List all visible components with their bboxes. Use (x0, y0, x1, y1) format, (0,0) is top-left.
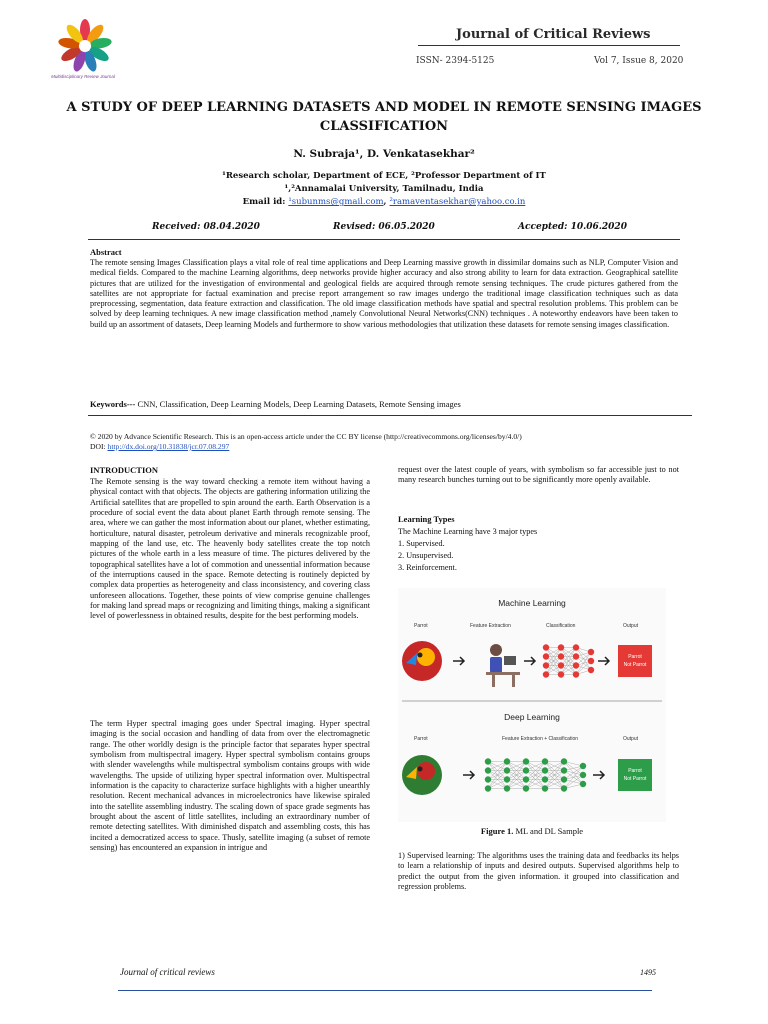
intro-continuation: request over the latest couple of years, with symbolism so far accessible just to not many research bunches turning out to be significantly more openly available. (398, 465, 679, 485)
authors: N. Subraja¹, D. Venkatasekhar² (293, 148, 475, 160)
network-node (523, 767, 529, 773)
ml-output-box (618, 645, 652, 677)
arrow-icon (524, 657, 535, 665)
intro-paragraph-1: The Remote sensing is the way toward checking a remote item without having a physical contact with that objects. The objects are gathering information utilizing the Artificial satellites that are propelled to spin around the earth. Earth Observation is a procedure of social event the data about planet Earth through remote sensing. The area, where we can gather the most information about our planet, whether estimating, horticulture, natural disaster, petroleum derivative and minerals recognizable proof, mapping of the land use, etc. The heavenly body satellites create the top notch pictures of the whole earth in a less measure of time. The pictures delivered by the topographical satellites have a lot of commotion and unessential information because of the interruptions caused in the space. Remote detecting is routinely depicted by complex data properties as heterogeneity and class inconsistency, and covering class unforeseen allocations. Together, these points of view comprise genuine challenges for making land spread maps or recognizing and limiting things, making a significant level of powerlessness in obtained results, despite for the best performing models. (90, 477, 370, 621)
email-link-2[interactable]: ²ramaventasekhar@yahoo.co.in (389, 197, 526, 207)
network-node (504, 758, 510, 764)
email-line (0, 197, 768, 207)
network-node (573, 653, 579, 659)
ml-label: Feature Extraction (470, 623, 511, 629)
network-node (588, 658, 594, 664)
arrow-icon (453, 657, 464, 665)
dl-label: Feature Extraction + Classification (502, 736, 579, 742)
doi-link[interactable]: http://dx.doi.org/10.31838/jcr.07.08.297 (107, 442, 230, 451)
network-node (558, 644, 564, 650)
dl-output-label: Not Parrot (623, 776, 647, 782)
section-heading-introduction: INTRODUCTION (90, 465, 159, 475)
network-node (580, 772, 586, 778)
email-separator: , (383, 197, 390, 207)
network-node (523, 785, 529, 791)
network-node (558, 653, 564, 659)
network-node (543, 671, 549, 677)
footer-journal: Journal of critical reviews (120, 967, 215, 977)
figure-caption-text: ML and DL Sample (513, 826, 584, 836)
network-node (580, 781, 586, 787)
issn: ISSN- 2394-5125 (416, 56, 495, 66)
revised-date: Revised: 06.05.2020 (333, 222, 435, 232)
logo-caption: Multidisciplinary Review Journal (51, 74, 115, 79)
learning-type-item: 3. Reinforcement. (398, 563, 457, 572)
header-divider (418, 45, 680, 46)
footer-divider (118, 990, 652, 991)
network-node (485, 767, 491, 773)
abstract-heading: Abstract (90, 247, 122, 257)
ml-label: Output (623, 623, 639, 629)
network-node (588, 667, 594, 673)
network-node (543, 662, 549, 668)
ml-output-label: Not Parrot (623, 662, 647, 668)
doi-label: DOI: (90, 442, 108, 451)
arrow-icon (598, 657, 609, 665)
dl-label: Parrot (414, 736, 428, 742)
network-node (504, 776, 510, 782)
network-node (561, 758, 567, 764)
email-label: Email id: (242, 197, 289, 207)
email-link-1[interactable]: ¹subunms@gmail.com (288, 197, 384, 207)
network-node (543, 653, 549, 659)
license-block (90, 432, 680, 452)
affiliation-line: ¹,²Annamalai University, Tamilnadu, India (284, 184, 484, 194)
dl-output-box (618, 759, 652, 791)
ml-label: Classification (546, 623, 576, 629)
affiliation-line: ¹Research scholar, Department of ECE, ²Professor Department of IT (222, 171, 546, 181)
paper-title: A STUDY OF DEEP LEARNING DATASETS AND MODEL IN REMOTE SENSING IMAGES CLASSIFICATION (66, 100, 702, 134)
network-node (485, 758, 491, 764)
network-node (523, 776, 529, 782)
ml-title: Machine Learning (498, 598, 566, 608)
arrow-icon (593, 771, 604, 779)
learning-type-item: 2. Unsupervised. (398, 551, 454, 560)
dl-label: Output (623, 736, 639, 742)
keywords-label: Keywords--- (90, 399, 136, 409)
network-node (580, 763, 586, 769)
ml-dl-figure (398, 588, 666, 822)
learning-type-item: 1. Supervised. (398, 539, 445, 548)
received-date: Received: 08.04.2020 (152, 222, 260, 232)
ml-label: Parrot (414, 623, 428, 629)
network-node (561, 776, 567, 782)
dl-title: Deep Learning (504, 712, 560, 722)
intro-paragraph-2: The term Hyper spectral imaging goes under Spectral imaging. Hyper spectral imaging is the social occasion and handling of data from over the electromagnetic range. The other worldly design is the principle factor that separates hyper spectral symbolism from multispectral imagery. Hyper spectral symbolism contains groups with slender wavelengths while multispectral symbolism contains groups with wide wavelengths. The upside of utilizing hyper spectral information over. Multispectral information is the capacity to characterize surface highlights with a higher unearthly resolution. Recent mechanical advances in microelectronics have likewise spiraled into the satellite assembling industry. The scaling down of space grade segments has brought about the ascent of little satellites, including an extraordinary number of remote detecting satellites. With diminished dispatch and assembling costs, this has incited a democratized access to space. Thusly, satellite imaging (a subset of remote sensing) has encountered an expansion in intrigue and (90, 719, 370, 853)
network-node (523, 758, 529, 764)
ml-output-label: Parrot (628, 654, 642, 660)
network-node (588, 649, 594, 655)
dl-network-icon (485, 758, 586, 791)
volume-issue: Vol 7, Issue 8, 2020 (594, 56, 684, 66)
divider (88, 239, 680, 240)
person-feature-extraction-icon (486, 644, 520, 687)
network-node (485, 785, 491, 791)
network-node (561, 767, 567, 773)
network-node (573, 644, 579, 650)
dl-output-label: Parrot (628, 768, 642, 774)
network-node (542, 776, 548, 782)
network-node (542, 758, 548, 764)
network-node (573, 671, 579, 677)
parrot-image (402, 641, 442, 681)
ml-network-icon (543, 644, 594, 677)
network-node (543, 644, 549, 650)
learning-types-intro: The Machine Learning have 3 major types (398, 527, 538, 536)
network-node (561, 785, 567, 791)
network-node (485, 776, 491, 782)
divider (88, 415, 692, 416)
parrot-image (402, 755, 442, 795)
page-number: 1495 (640, 968, 656, 977)
network-node (542, 767, 548, 773)
network-node (504, 767, 510, 773)
network-node (558, 671, 564, 677)
accepted-date: Accepted: 10.06.2020 (518, 222, 627, 232)
network-node (573, 662, 579, 668)
network-node (558, 662, 564, 668)
keywords (90, 399, 678, 409)
network-node (504, 785, 510, 791)
arrow-icon (463, 771, 474, 779)
figure-caption (398, 826, 666, 836)
journal-name: Journal of Critical Reviews (456, 27, 651, 42)
network-node (542, 785, 548, 791)
section-heading-learning-types: Learning Types (398, 514, 455, 524)
supervised-paragraph: 1) Supervised learning: The algorithms uses the training data and feedbacks its helps to learn a relationship of inputs and desired outputs. Supervised algorithms help to predict the output from the given information. it grouped into classification and regression problems. (398, 851, 679, 892)
abstract-text: The remote sensing Images Classification plays a vital role of real time applications and Deep Learning massive growth in dissimilar domains such as NLP, Computer Vision and medical fields. Compared to the machine Learning algorithms, deep networks provide higher accuracy and also strong ability to learn for data extraction. Geographical satellite pictures that are utilized for the investigation of environmental and geological fields are acquired through remote sensing techniques. The crude pictures gathered from the satellites are not appropriate for factual examination and precise report arrangement so raw images undergo the traditional image classification techniques such as data preprocessing, segmentation, data feature extraction and classification. The old image classification methods have spatial and spectral resolution problems. This problem can be solved by deep learning techniques. A new image classification method ,namely Convolutional Neural Networks(CNN) techniques . A noteworthy endeavors have been taken to build up an assortment of datasets, Deep learning Models and furthermore to show various methodologies that utilization these datasets for remote sensing images classification. (90, 258, 678, 329)
keywords-text: CNN, Classification, Deep Learning Models, Deep Learning Datasets, Remote Sensing images (135, 399, 461, 409)
license-text: © 2020 by Advance Scientific Research. This is an open-access article under the CC BY license (http://creativecommons.org/licenses/by/4.0/) (90, 432, 522, 441)
figure-caption-label: Figure 1. (480, 826, 514, 836)
